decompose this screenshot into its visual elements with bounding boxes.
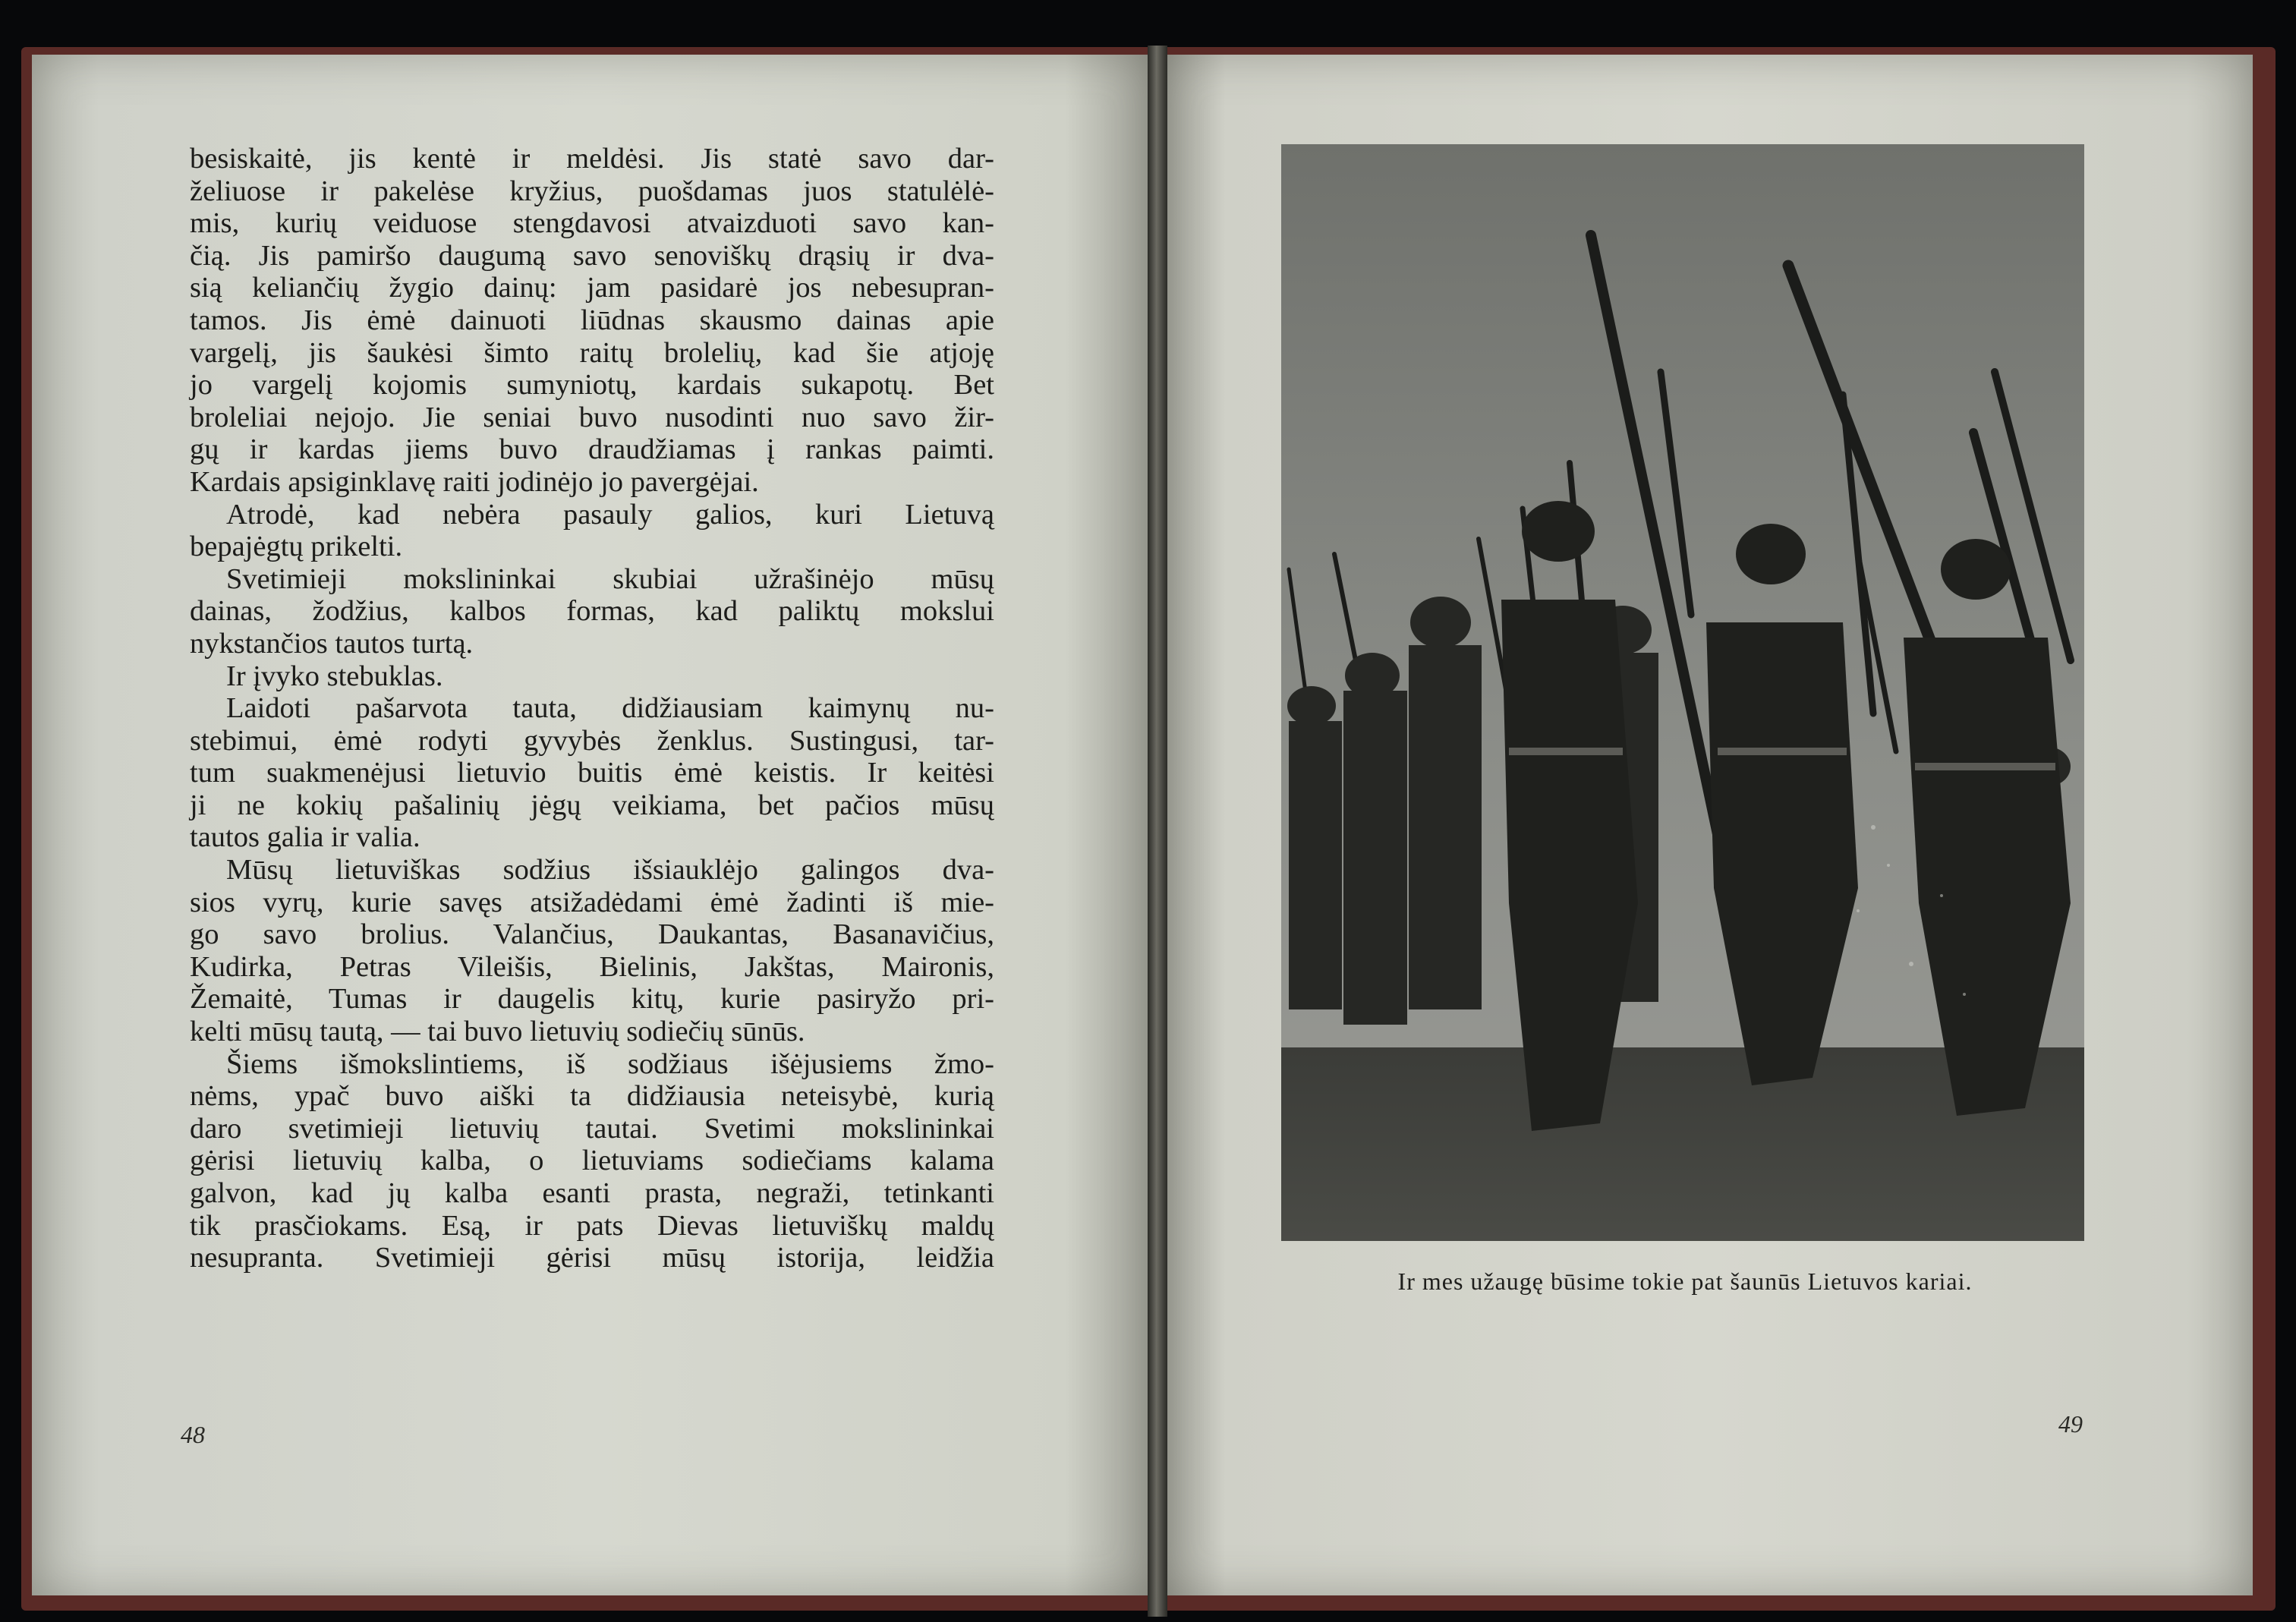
page-number-right: 49 xyxy=(2058,1410,2083,1438)
text-line: čią. Jis pamiršo daugumą savo senoviškų drąsių ir dva- xyxy=(190,239,994,272)
text-line: tamos. Jis ėmė dainuoti liūdnas skausmo dainas apie xyxy=(190,304,994,336)
text-line: Mūsų lietuviškas sodžius išsiauklėjo galingos dva- xyxy=(226,854,994,887)
text-line: dainas, žodžius, kalbos formas, kad paliktų mokslui xyxy=(190,595,994,628)
book-gutter xyxy=(1148,46,1167,1617)
text-line: vargelį, jis šaukėsi šimto raitų brolelių, kad šie atjoję xyxy=(190,336,994,369)
text-line: sios vyrų, kurie savęs atsižadėdami ėmė žadinti iš mie- xyxy=(190,886,994,918)
text-line: gų ir kardas jiems buvo draudžiamas į rankas paimti. xyxy=(190,433,994,466)
text-line: želiuose ir pakelėse kryžius, puošdamas juos statulėlė- xyxy=(190,175,994,207)
text-line: besiskaitė, jis kentė ir meldėsi. Jis statė savo dar- xyxy=(190,143,994,175)
text-line: stebimui, ėmė rodyti gyvybės ženklus. Sustingusi, tar- xyxy=(190,724,994,757)
text-line: nykstančios tautos turtą. xyxy=(190,627,474,660)
text-line: Kudirka, Petras Vileišis, Bielinis, Jakštas, Maironis, xyxy=(190,950,994,983)
text-line: nesupranta. Svetimieji gėrisi mūsų istorija, leidžia xyxy=(190,1242,994,1274)
text-line: sią keliančių žygio dainų: jam pasidarė jos nebesupran- xyxy=(190,272,994,304)
text-line: tum suakmenėjusi lietuvio buitis ėmė keistis. Ir keitėsi xyxy=(190,757,994,789)
text-line: Žemaitė, Tumas ir daugelis kitų, kurie pasiryžo pri- xyxy=(190,983,994,1016)
text-line: bepajėgtų prikelti. xyxy=(190,531,403,563)
body-text xyxy=(190,143,994,1274)
text-line: tautos galia ir valia. xyxy=(190,821,420,854)
text-line: Ir įvyko stebuklas. xyxy=(226,660,443,692)
text-line: broleliai nejojo. Jie seniai buvo nusodinti nuo savo žir- xyxy=(190,401,994,433)
text-line: gėrisi lietuvių kalba, o lietuviams sodiečiams kalama xyxy=(190,1145,994,1177)
text-line: mis, kurių veiduose stengdavosi atvaizduoti savo kan- xyxy=(190,207,994,240)
text-line: Kardais apsiginklavę raiti jodinėjo jo pavergėjai. xyxy=(190,465,759,498)
photo-caption: Ir mes užaugę būsime tokie pat šaunūs Lietuvos kariai. xyxy=(1397,1268,1973,1295)
text-line: daro svetimieji lietuvių tautai. Svetimi mokslininkai xyxy=(190,1112,994,1145)
text-line: jo vargelį kojomis sumyniotų, kardais sukapotų. Bet xyxy=(190,369,994,402)
text-line: ji ne kokių pašalinių jėgų veikiama, bet pačios mūsų xyxy=(190,789,994,821)
page-number-left: 48 xyxy=(181,1421,205,1448)
text-line: nėms, ypač buvo aiški ta didžiausia neteisybė, kurią xyxy=(190,1080,994,1113)
text-line: kelti mūsų tautą, — tai buvo lietuvių sodiečių sūnūs. xyxy=(190,1016,805,1048)
marching-soldiers-photo xyxy=(1281,144,2084,1241)
text-line: Svetimieji mokslininkai skubiai užrašinėjo mūsų xyxy=(226,562,994,595)
text-line: go savo brolius. Valančius, Daukantas, Basanavičius, xyxy=(190,918,994,951)
text-line: tik prasčiokams. Esą, ir pats Dievas lietuviškų maldų xyxy=(190,1209,994,1242)
text-line: galvon, kad jų kalba esanti prasta, negraži, tetinkanti xyxy=(190,1177,994,1209)
text-line: Šiems išmokslintiems, iš sodžiaus išėjusiems žmo- xyxy=(226,1047,994,1080)
text-line: Laidoti pašarvota tauta, didžiausiam kaimynų nu- xyxy=(226,692,994,725)
text-line: Atrodė, kad nebėra pasauly galios, kuri Lietuvą xyxy=(226,498,994,531)
